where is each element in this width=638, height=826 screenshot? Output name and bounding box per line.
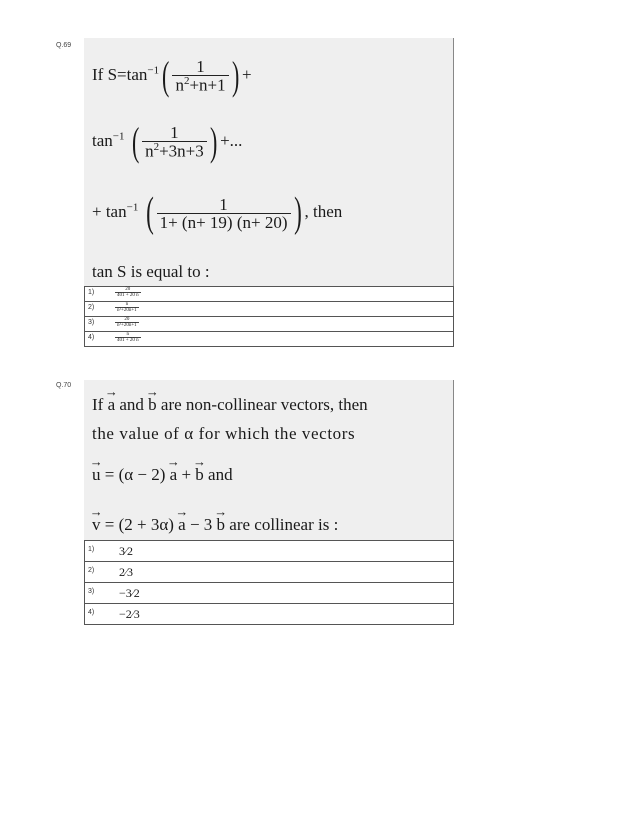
- option-value: $\frac{20}{\text{n²+20n+1}}$: [117, 317, 137, 328]
- question-70-line-4: → v = (2 + 3α) → a − 3 → b are collinear is :: [92, 516, 338, 533]
- option-value: $\frac{n}{401 + 20 n}$: [117, 332, 139, 343]
- option-value: 2⁄3: [119, 565, 134, 579]
- question-70-line-2: the value of α for which the vectors: [92, 424, 356, 443]
- question-69-line-3: + $\tan^{-1}$ ( $\frac{1}{1+ (n+ 19) (n+ 20)}$ ) , then: [92, 190, 343, 236]
- option-value: −2⁄3: [119, 607, 140, 621]
- fraction: $\frac{1}{1+ (n+ 19) (n+ 20)}$: [157, 196, 291, 231]
- fraction: $\frac{1}{n^2+3n+3}$: [142, 124, 207, 160]
- vector-a: → a: [108, 396, 116, 413]
- fraction: $\frac{1}{n^2+n+1}$: [172, 58, 228, 94]
- question-label: Q.70: [56, 382, 72, 389]
- vector-b: → b: [195, 466, 204, 483]
- vector-a: → a: [170, 466, 178, 483]
- question-70-line-1: If → a and → b are non-collinear vectors, then: [92, 396, 368, 413]
- option-value: −3⁄2: [119, 586, 140, 600]
- option-value: 3⁄2: [119, 544, 134, 558]
- option-4[interactable]: 4) −2⁄3: [84, 604, 454, 625]
- question-70-box: [84, 380, 454, 540]
- vector-a: → a: [178, 516, 186, 533]
- vector-v: → v: [92, 516, 101, 533]
- question-70-line-3: → u = (α − 2) → a + → b and: [92, 466, 233, 483]
- question-69-box: [84, 38, 454, 286]
- vector-b: → b: [148, 396, 157, 413]
- option-value: $\frac{n}{\text{n²+20n+1}}$: [117, 302, 137, 313]
- options-table: [84, 286, 454, 347]
- option-value: $\frac{20}{401 + 20 n}$: [117, 287, 139, 298]
- option-1[interactable]: 1) 3⁄2: [84, 541, 454, 562]
- question-69-line-2: $\tan^{-1}$ ( $\frac{1}{n^2+3n+3}$ ) +...: [92, 119, 243, 164]
- option-1[interactable]: 1) $\frac{20}{401 + 20 n}$: [84, 287, 454, 302]
- option-2[interactable]: 2) $\frac{n}{\text{n²+20n+1}}$: [84, 302, 454, 317]
- option-3[interactable]: 3) −3⁄2: [84, 583, 454, 604]
- question-label: Q.69: [56, 42, 72, 49]
- vector-b: → b: [217, 516, 226, 533]
- option-2[interactable]: 2) 2⁄3: [84, 562, 454, 583]
- options-table: [84, 540, 454, 625]
- option-3[interactable]: 3) $\frac{20}{\text{n²+20n+1}}$: [84, 317, 454, 332]
- vector-u: → u: [92, 466, 101, 483]
- option-4[interactable]: 4) $\frac{n}{401 + 20 n}$: [84, 332, 454, 347]
- question-69-line-4: tan S is equal to :: [92, 262, 210, 281]
- question-69-line-1: If $S=\tan^{-1}$( $\frac{1}{n^2+n+1}$ ) +: [92, 53, 252, 98]
